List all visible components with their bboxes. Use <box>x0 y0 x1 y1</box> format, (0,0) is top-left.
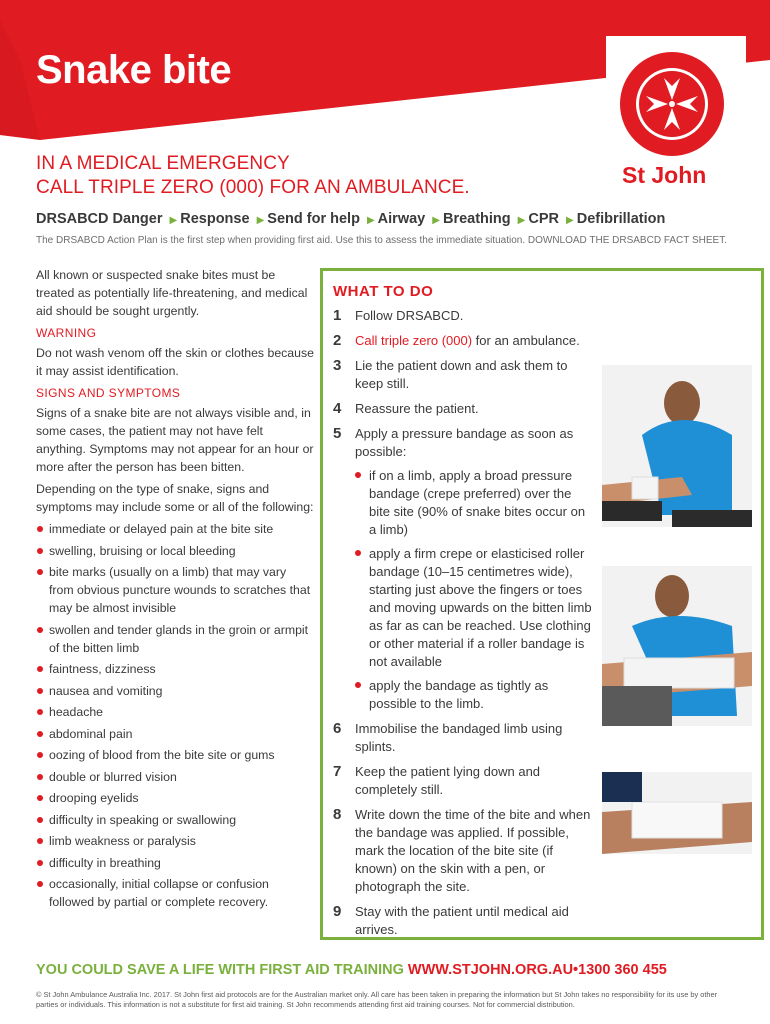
list-item: bite marks (usually on a limb) that may vary from obvious puncture wounds to scratches that may be almost invisible <box>36 563 314 617</box>
list-item: swollen and tender glands in the groin or armpit of the bitten limb <box>36 621 314 657</box>
drsabcd-item: Danger <box>112 211 163 227</box>
footer-cta-text: YOU COULD SAVE A LIFE WITH FIRST AID TRAINING <box>36 962 404 978</box>
drsabcd-item: Response <box>180 211 250 227</box>
footer-url-link[interactable]: WWW.STJOHN.ORG.AU <box>407 962 574 978</box>
step-text: for an ambulance. <box>472 333 580 348</box>
footer-cta <box>36 962 667 978</box>
arrow-right-icon: ▶ <box>517 215 526 226</box>
list-item: faintness, dizziness <box>36 660 314 678</box>
step-5 <box>333 425 593 713</box>
call-000-link[interactable]: Call triple zero (000) <box>355 333 473 348</box>
list-item: swelling, bruising or local bleeding <box>36 542 314 560</box>
legal-disclaimer: © St John Ambulance Australia Inc. 2017. St John first aid protocols are for the Australian market only. All care has been taken in preparing the information but St John takes no responsibility for its use by other parties or individuals. This information is not a substitute for first aid training. St John recommends attending first aid training courses. Not for commercial distribution. <box>36 990 718 1009</box>
step-text: Write down the time of the bite and when the bandage was applied. If possible, mark the location of the bite site (if known) on the skin with a pen, or photograph the site. <box>355 807 591 894</box>
step-number: 5 <box>333 425 342 442</box>
step-number: 4 <box>333 400 342 417</box>
step-1 <box>333 307 593 325</box>
drsabcd-line <box>36 211 665 227</box>
list-item: immediate or delayed pain at the bite site <box>36 520 314 538</box>
step-3 <box>333 357 593 393</box>
step-text: Apply a pressure bandage as soon as possible: <box>355 426 574 459</box>
arrow-right-icon: ▶ <box>432 215 440 226</box>
photo-bandaged-limb-closeup <box>602 772 752 854</box>
list-item: abdominal pain <box>36 725 314 743</box>
step-7 <box>333 763 593 799</box>
page-title: Snake bite <box>36 48 232 92</box>
st-john-logo <box>606 36 746 196</box>
step-9 <box>333 903 593 939</box>
arrow-right-icon: ▶ <box>256 215 265 226</box>
list-item: apply a firm crepe or elasticised roller bandage (10–15 centimetres wide), starting just above the fingers or toes and moving upwards on the bitten limb as far as can be reached. Use clothing or other material if a roller bandage is not available <box>355 545 593 671</box>
emergency-line-2: CALL TRIPLE ZERO (000) FOR AN AMBULANCE. <box>36 177 470 198</box>
emergency-callout <box>36 152 470 200</box>
step-text: Follow DRSABCD. <box>355 308 464 323</box>
step-6 <box>333 720 593 756</box>
list-item: drooping eyelids <box>36 789 314 807</box>
left-column <box>36 266 314 915</box>
steps-list <box>333 307 593 946</box>
step-text: Immobilise the bandaged limb using splints. <box>355 721 563 754</box>
step-text: Lie the patient down and ask them to keep still. <box>355 358 568 391</box>
step-2 <box>333 332 593 350</box>
step-number: 2 <box>333 332 342 349</box>
step-text: Stay with the patient until medical aid arrives. <box>355 904 569 937</box>
photo-roller-bandage-limb <box>602 566 752 726</box>
photo-responder-bandaging-leg <box>602 365 752 527</box>
logo-brand-text: St John <box>622 162 707 188</box>
warning-text: Do not wash venom off the skin or clothes because it may assist identification. <box>36 346 314 378</box>
drsabcd-item: Defibrillation <box>576 211 666 227</box>
emergency-line-1: IN A MEDICAL EMERGENCY <box>36 153 290 174</box>
drsabcd-item: Breathing <box>442 211 511 227</box>
step-number: 9 <box>333 903 342 920</box>
intro-text: All known or suspected snake bites must be treated as potentially life-threatening, and medical aid should be sought urgently. <box>36 268 308 318</box>
arrow-right-icon: ▶ <box>366 215 375 226</box>
arrow-right-icon: ▶ <box>566 215 574 226</box>
drsabcd-item: CPR <box>528 211 559 227</box>
step-text: Keep the patient lying down and completely still. <box>355 764 541 797</box>
list-item: headache <box>36 703 314 721</box>
step-number: 6 <box>333 720 342 737</box>
step-text: Reassure the patient. <box>355 401 479 416</box>
drsabcd-note: The DRSABCD Action Plan is the first step when providing first aid. Use this to assess the immediate situation. DOWNLOAD THE DRSABCD FACT SHEET. <box>36 235 727 246</box>
what-to-do-heading: WHAT TO DO <box>333 283 434 300</box>
list-item: if on a limb, apply a broad pressure bandage (crepe preferred) over the bite site (90% of snake bites occur on a limb) <box>355 467 593 539</box>
step-number: 7 <box>333 763 342 780</box>
drsabcd-lead: DRSABCD <box>36 211 109 227</box>
list-item: nausea and vomiting <box>36 682 314 700</box>
depending-text: Depending on the type of snake, signs and symptoms may include some or all of the following: <box>36 482 314 514</box>
list-item: difficulty in speaking or swallowing <box>36 811 314 829</box>
step-4 <box>333 400 593 418</box>
list-item: double or blurred vision <box>36 768 314 786</box>
arrow-right-icon: ▶ <box>169 215 178 226</box>
symptoms-list <box>36 520 314 911</box>
signs-text: Signs of a snake bite are not always visible and, in some cases, the patient may not have felt anything. Symptoms may not appear for an hour or more after the person has been bitten. <box>36 406 314 474</box>
step-number: 8 <box>333 806 342 823</box>
st-john-emblem-icon <box>606 36 746 166</box>
footer-phone-link[interactable]: 1300 360 455 <box>578 962 667 978</box>
drsabcd-item: Send for help <box>267 211 360 227</box>
signs-heading: SIGNS AND SYMPTOMS <box>36 386 181 400</box>
step-8 <box>333 806 593 896</box>
list-item: limb weakness or paralysis <box>36 832 314 850</box>
list-item: oozing of blood from the bite site or gums <box>36 746 314 764</box>
list-item: occasionally, initial collapse or confusion followed by partial or complete recovery. <box>36 875 314 911</box>
step-number: 1 <box>333 307 342 324</box>
drsabcd-item: Airway <box>377 211 426 227</box>
step-number: 3 <box>333 357 342 374</box>
list-item: difficulty in breathing <box>36 854 314 872</box>
footer-bullet: • <box>573 962 579 978</box>
bandage-points <box>355 467 593 713</box>
warning-heading: WARNING <box>36 326 97 340</box>
list-item: apply the bandage as tightly as possible to the limb. <box>355 677 593 713</box>
